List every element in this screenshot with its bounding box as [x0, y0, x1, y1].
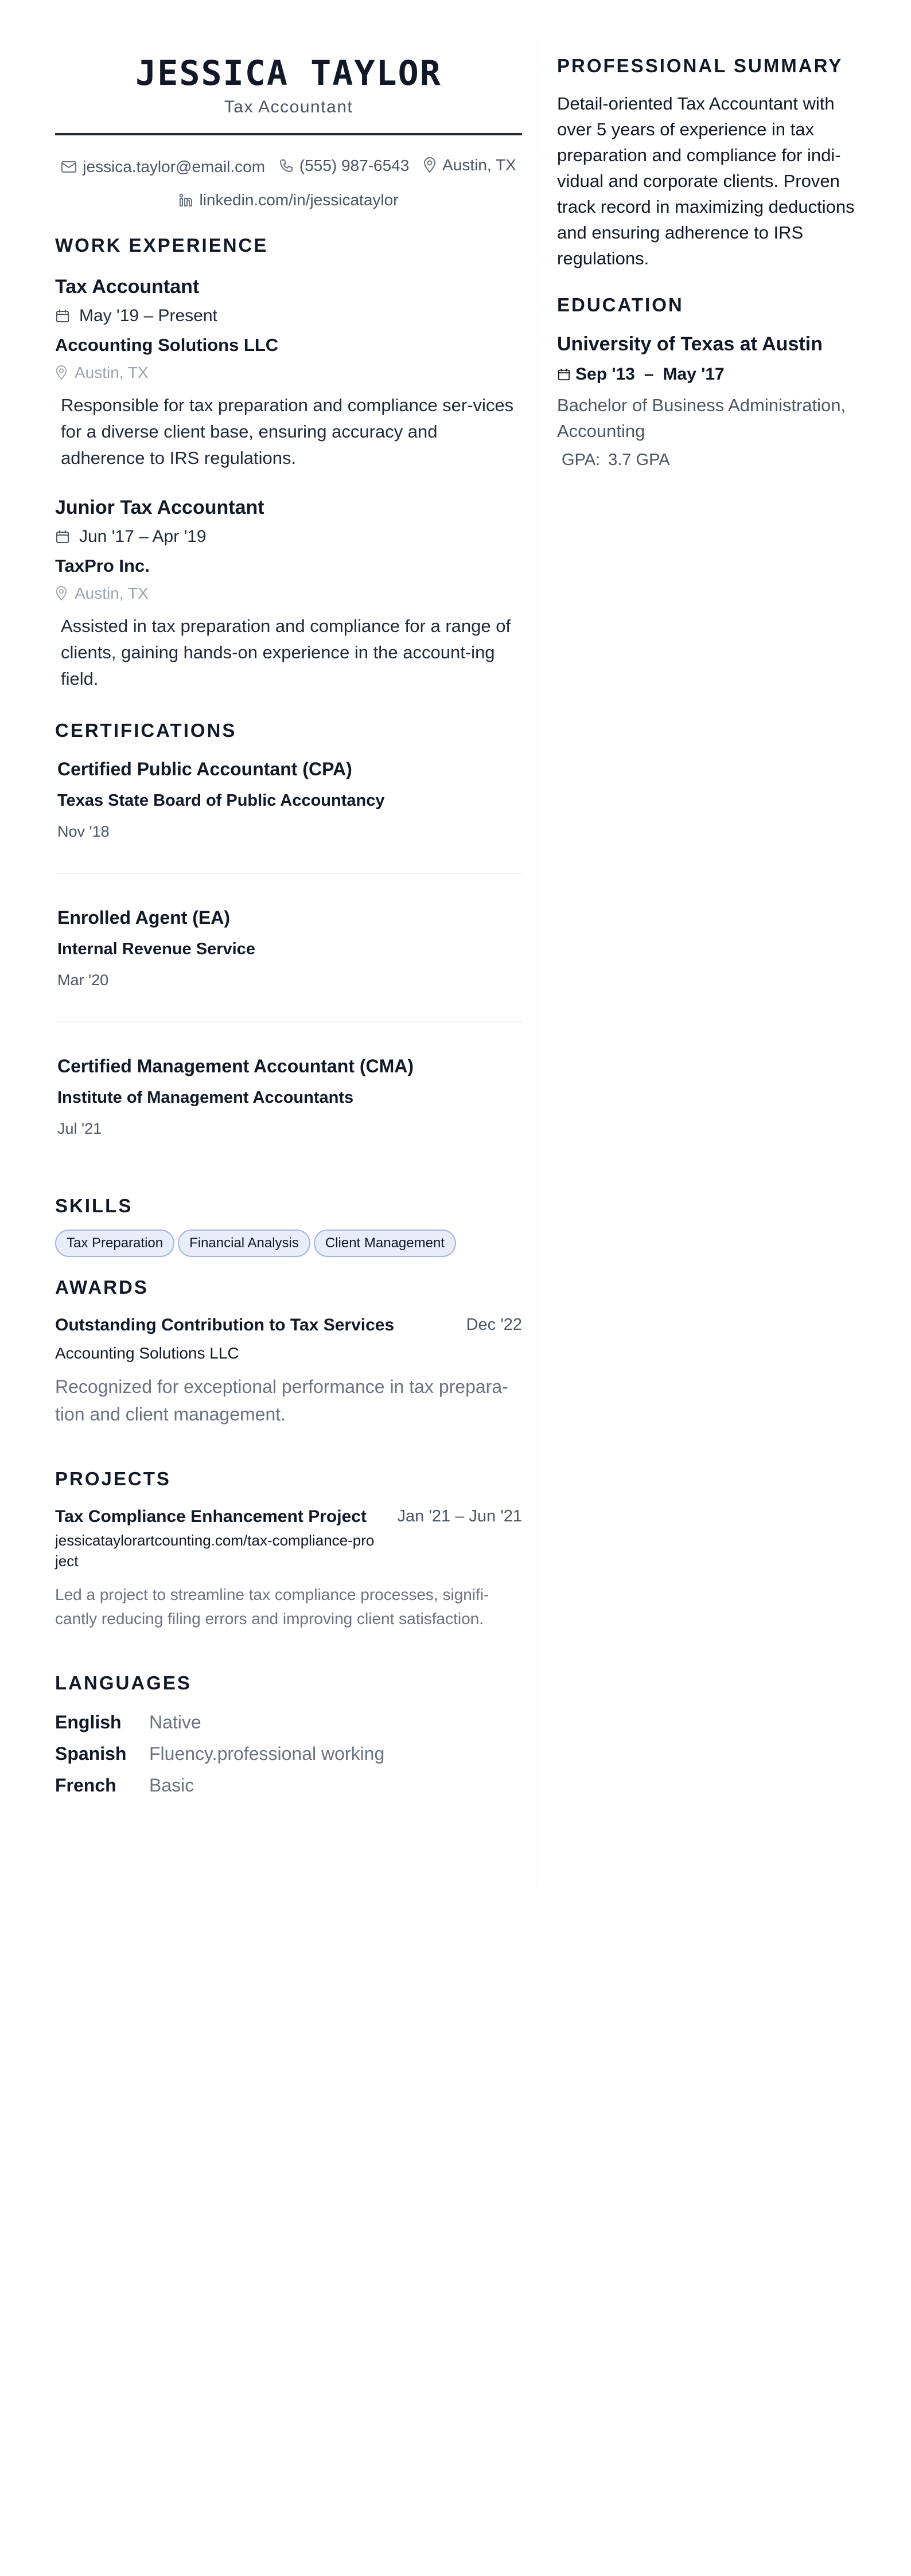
job-title: Junior Tax Accountant: [55, 497, 264, 518]
skill-chip: Financial Analysis: [178, 1230, 310, 1257]
language-row: [55, 1770, 522, 1801]
language-name: Spanish: [55, 1743, 127, 1764]
summary-heading: PROFESSIONAL SUMMARY: [557, 55, 843, 76]
certification-divider: [55, 1021, 522, 1022]
certification-divider: [55, 873, 522, 874]
certification-org: Internal Revenue Service: [57, 940, 255, 958]
contact-info: [55, 149, 522, 218]
contact-email[interactable]: [61, 151, 265, 183]
language-name: English: [55, 1712, 122, 1732]
education-dates: [557, 365, 855, 384]
project-link[interactable]: jessicataylorartcounting.com/tax-compliance-project: [55, 1532, 375, 1570]
phone-icon: [279, 158, 294, 173]
skills-section: [55, 1195, 522, 1257]
project-header: [55, 1507, 522, 1527]
language-name: French: [55, 1775, 116, 1796]
job-location-row: [55, 364, 522, 382]
job-entry: [55, 276, 522, 471]
languages-heading: LANGUAGES: [55, 1672, 192, 1693]
job-entry: [55, 497, 522, 692]
education-gpa: [557, 451, 855, 470]
certification-date: Jul '21: [57, 1120, 102, 1137]
mail-icon: [61, 161, 77, 173]
job-company: Accounting Solutions LLC: [55, 335, 279, 355]
location-text: Austin, TX: [442, 156, 516, 174]
certification-name: Certified Public Accountant (CPA): [57, 759, 352, 779]
language-level: Fluency.professional working: [149, 1743, 385, 1764]
right-column: [557, 40, 855, 470]
education-date-separator: –: [644, 365, 654, 384]
summary-text: Detail-oriented Tax Accountant with over 5 years of experience in tax preparation and compliance for indi-vidual and corporate clients. Proven track record in maximizing deductions and ensuring adherence to IRS regulations.: [557, 93, 855, 268]
certification-date: Mar '20: [57, 971, 109, 989]
education-start: Sep '13: [575, 365, 635, 384]
job-title: Tax Accountant: [55, 276, 200, 298]
linkedin-icon: [178, 193, 193, 208]
job-dates-row: [55, 527, 522, 547]
calendar-icon: [557, 368, 571, 381]
summary-section: [557, 55, 855, 271]
language-row: [55, 1707, 522, 1738]
education-heading: EDUCATION: [557, 294, 684, 315]
contact-linkedin[interactable]: [178, 184, 398, 216]
calendar-icon: [55, 529, 70, 544]
projects-heading: PROJECTS: [55, 1468, 171, 1489]
project-date: Jan '21 – Jun '21: [397, 1507, 522, 1525]
project-title: Tax Compliance Enhancement Project: [55, 1507, 367, 1526]
award-title: Outstanding Contribution to Tax Services: [55, 1316, 395, 1334]
phone-text: (555) 987-6543: [299, 157, 410, 174]
language-level: Basic: [149, 1775, 194, 1796]
certifications-heading: CERTIFICATIONS: [55, 720, 237, 741]
header-divider: [55, 133, 522, 135]
certification-entry: [55, 759, 522, 841]
education-degree: Bachelor of Business Administration, Accounting: [557, 395, 846, 441]
skill-chip: Client Management: [314, 1230, 456, 1257]
work-experience-section: [55, 235, 522, 692]
certification-org: Texas State Board of Public Accountancy: [57, 791, 385, 810]
awards-section: [55, 1277, 522, 1428]
skills-heading: SKILLS: [55, 1195, 133, 1216]
gpa-label: GPA:: [562, 451, 601, 469]
languages-list: [55, 1707, 522, 1801]
language-row: [55, 1738, 522, 1770]
job-dates: Jun '17 – Apr '19: [79, 527, 207, 546]
location-pin-icon: [423, 157, 437, 173]
skill-chip: Tax Preparation: [55, 1230, 174, 1257]
language-level: Native: [149, 1712, 201, 1732]
candidate-name: JESSICA TAYLOR: [135, 53, 442, 93]
certification-entry: [55, 907, 522, 989]
linkedin-text: linkedin.com/in/jessicataylor: [199, 191, 399, 209]
work-experience-heading: WORK EXPERIENCE: [55, 235, 268, 256]
languages-section: [55, 1672, 522, 1801]
job-location: Austin, TX: [75, 364, 149, 381]
certification-entry: [55, 1056, 522, 1138]
projects-section: [55, 1468, 522, 1631]
award-description: Recognized for exceptional performance in tax prepara-tion and client management.: [55, 1376, 508, 1424]
gpa-value: 3.7 GPA: [608, 451, 670, 469]
job-company: TaxPro Inc.: [55, 556, 150, 576]
job-location-row: [55, 584, 522, 603]
job-description: Responsible for tax preparation and compliance ser-vices for a diverse client base, ensuring accuracy and adherence to IRS regulations.: [61, 395, 514, 468]
awards-heading: AWARDS: [55, 1277, 149, 1298]
contact-location: [423, 149, 516, 181]
certification-name: Enrolled Agent (EA): [57, 907, 231, 928]
certification-name: Certified Management Accountant (CMA): [57, 1056, 414, 1076]
job-location: Austin, TX: [75, 584, 149, 602]
award-org: Accounting Solutions LLC: [55, 1344, 239, 1362]
education-end: May '17: [663, 365, 725, 384]
job-dates: May '19 – Present: [79, 306, 217, 325]
email-text: jessica.taylor@email.com: [83, 158, 266, 175]
award-date: Dec '22: [466, 1316, 522, 1334]
job-dates-row: [55, 306, 522, 326]
left-column: [55, 40, 522, 1801]
certification-org: Institute of Management Accountants: [57, 1088, 354, 1107]
skills-list: [55, 1230, 522, 1257]
job-description: Assisted in tax preparation and compliance for a range of clients, gaining hands-on experience in the account-ing field.: [61, 616, 511, 689]
certification-date: Nov '18: [57, 823, 110, 840]
award-entry: [55, 1316, 522, 1428]
certifications-section: [55, 720, 522, 1138]
contact-phone[interactable]: [279, 150, 409, 182]
location-pin-icon: [55, 365, 68, 380]
award-header: [55, 1316, 522, 1335]
calendar-icon: [55, 309, 70, 323]
education-section: [557, 294, 855, 470]
project-entry: [55, 1507, 522, 1631]
project-description: Led a project to streamline tax compliance processes, signifi-cantly reducing filing errors and improving client satisfaction.: [55, 1586, 489, 1627]
location-pin-icon: [55, 586, 68, 601]
education-school: University of Texas at Austin: [557, 333, 823, 355]
candidate-title: Tax Accountant: [224, 97, 353, 116]
